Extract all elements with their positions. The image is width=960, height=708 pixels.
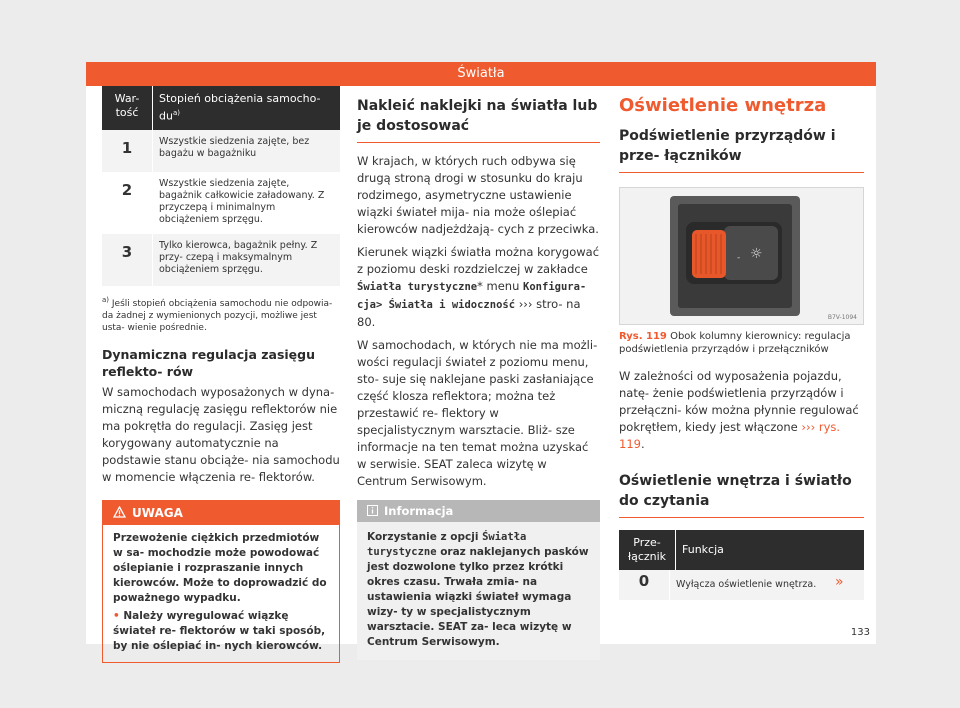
menu-path: Konfigura- cja> Światła i widoczność: [357, 281, 587, 311]
row-value: 3: [121, 242, 133, 261]
table-row: [102, 172, 340, 234]
row-text: Wszystkie siedzenia zajęte, bagażnik całkowicie załadowany. Z przyczepą i minimalnym obciążeniem sprzęgu.: [152, 172, 340, 234]
header-value: War- tość: [114, 92, 140, 119]
row-text: Tylko kierowca, bagażnik pełny. Z przy- czepą i maksymalnym obciążeniem sprzęgu.: [152, 234, 340, 286]
section-heading: Oświetlenie wnętrza i światło do czytania: [619, 471, 864, 518]
table-row: [102, 234, 340, 286]
section-heading: Podświetlenie przyrządów i prze- łączników: [619, 126, 864, 173]
paragraph: [357, 244, 600, 331]
info-icon: [367, 505, 378, 516]
caption-text: Obok kolumny kierownicy: regulacja podświetlenia przyrządów i przełączników: [619, 331, 851, 355]
figure-caption: [619, 330, 864, 356]
warning-header: [103, 501, 339, 525]
warning-box: [102, 500, 340, 663]
info-body: [357, 522, 600, 660]
section-heading: Nakleić naklejki na światła lub je dostosować: [357, 96, 600, 143]
header-load-text: Stopień obciążenia samocho- du: [159, 92, 321, 123]
caption-ref: Rys. 119: [619, 331, 667, 342]
info-text-b: oraz naklejanych pasków jest dozwolone tylko przez krótki okres czasu. Trwała zmia- na ustawienia wiązki świateł wymaga wizy- ty w specjalistycznym warsztacie. SEAT za- leca wizytę w Centrum Serwisowym.: [367, 546, 589, 648]
figure-link[interactable]: ››› rys. 119: [619, 420, 841, 451]
column-middle: [357, 86, 600, 660]
row-text: Wyłącza oświetlenie wnętrza.: [669, 570, 864, 600]
page-number: 133: [850, 627, 870, 638]
info-box: [357, 500, 600, 660]
continue-marker: »: [835, 574, 844, 590]
footnote-text: Jeśli stopień obciążenia samochodu nie odpowia- da żadnej z wymienionych pozycji, możliwe jest usta- wienie pośrednie.: [102, 298, 333, 333]
info-header: [357, 500, 600, 522]
paragraph-text-b: .: [640, 437, 645, 451]
section-heading: Dynamiczna regulacja zasięgu reflekto- rów: [102, 346, 315, 379]
p2-text-c: ››› stro- na 80.: [357, 297, 581, 329]
page-header: Światła: [86, 62, 876, 86]
info-text-a: Korzystanie z opcji: [367, 531, 483, 543]
paragraph: [619, 368, 864, 453]
load-table: [102, 86, 340, 286]
figure-code: B7V-1094: [827, 314, 857, 321]
paragraph-text-a: W zależności od wyposażenia pojazdu, natę- żenie podświetlenia przyrządów i przełączni- ków można płynnie regulować pokrętłem, kiedy jest włączone: [619, 369, 859, 434]
bullet-icon: •: [113, 609, 120, 622]
paragraph: W samochodach, w których nie ma możli- wości regulacji świateł z poziomu menu, sto- suje się naklejane paski zasłaniające część klosza reflektora; można też przestawić re- flektory w specjalistycznym warsztacie. Bliż- sze informacje na ten temat można uzyskać w serwisie. SEAT zaleca wizytę w Centrum Serwisowym.: [357, 338, 598, 488]
footnote-mark: a): [102, 295, 110, 304]
header-load: [152, 86, 340, 130]
column-right: [619, 86, 864, 600]
warning-title: UWAGA: [132, 505, 183, 520]
paragraph: W krajach, w których ruch odbywa się drugą stroną drogi w stosunku do kraju rodzimego, asymetryczne ustawienie wiązki świateł mija- nia może oślepiać kierowców nadjeżdżają- cych z przeciwka.: [357, 154, 599, 236]
table-body: [102, 130, 340, 286]
svg-text:☼: ☼: [750, 246, 763, 262]
paragraph: W samochodach wyposażonych w dyna- miczną regulację zasięgu reflektorów nie ma pokrętła do regulacji. Zasięg jest korygowany automatycznie na podstawie stanu obciąże- nia samochodu w momencie włączenia re- flektorów.: [102, 384, 340, 484]
row-value: 0: [638, 572, 650, 590]
header-switch: Prze- łącznik: [627, 536, 667, 563]
row-value: 1: [121, 138, 133, 157]
header-function: Funkcja: [675, 530, 864, 570]
info-title: Informacja: [384, 504, 454, 518]
table-row: [619, 570, 864, 600]
header-sup: a): [172, 109, 180, 117]
footnote: [102, 294, 340, 334]
p2-text-a: Kierunek wiązki światła można korygować z poziomu deski rozdzielczej w zakładce: [357, 245, 600, 276]
menu-item-tourist-lights: Światła turystyczne: [357, 281, 478, 293]
warning-bullet-text: Należy wyregulować wiązkę świateł re- flektorów w taki sposób, by nie oślepiać in- nych kierowców.: [113, 609, 326, 652]
row-value: 2: [121, 180, 133, 199]
svg-text:-: -: [737, 253, 741, 263]
column-left: [102, 86, 340, 663]
table-row: [102, 130, 340, 172]
manual-page: [86, 62, 876, 652]
p2-text-b: menu: [482, 279, 524, 293]
table-header: [619, 530, 864, 570]
dimmer-switch-illustration: [620, 188, 863, 324]
warning-text: Przewożenie ciężkich przedmiotów w sa- mochodzie może powodować oślepianie i rozpraszanie innych kierowców. Może to doprowadzić do poważnego wypadku.: [113, 531, 327, 604]
switch-table: [619, 530, 864, 600]
warning-body: [103, 525, 339, 662]
row-text: Wszystkie siedzenia zajęte, bez bagażu w bagażniku: [152, 130, 340, 172]
p2-star: *: [477, 279, 483, 293]
warning-bullet-item: [113, 609, 329, 654]
chapter-title: Oświetlenie wnętrza: [619, 95, 827, 116]
warning-icon: [113, 506, 126, 518]
info-mono: Światła turystyczne: [367, 531, 527, 558]
table-header: [102, 86, 340, 130]
figure-dimmer-switch: [619, 187, 864, 325]
